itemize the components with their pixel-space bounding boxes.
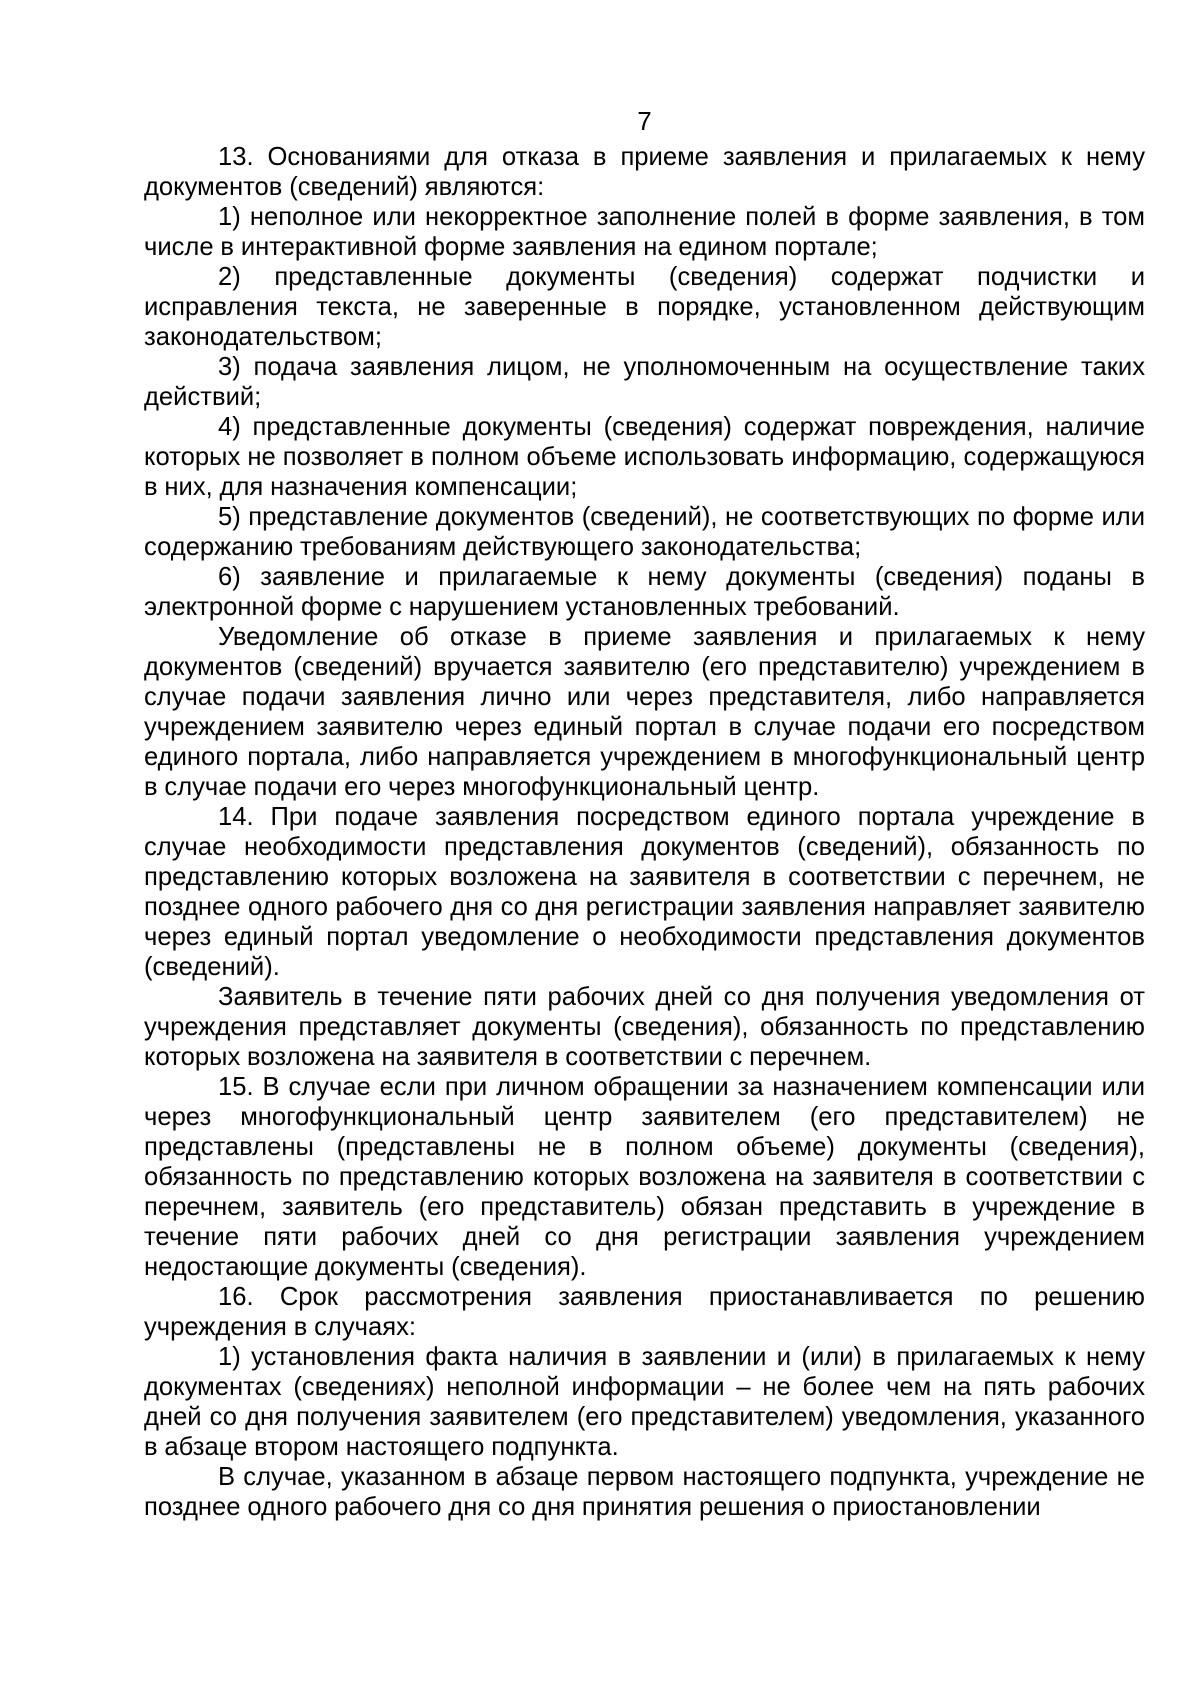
paragraph-refusal-notice: Уведомление об отказе в приеме заявления и прилагаемых к нему документов (сведений) вручается заявителю (его представителю) учреждением в случае подачи заявления лично или через представителя, либо направляется учреждением заявителю через единый портал в случае подачи его посредством единого портала, либо направляется учреждением в многофункциональный центр в случае подачи его через многофункциональный центр. [144, 623, 1145, 801]
paragraph-14: 14. При подаче заявления посредством единого портала учреждение в случае необходимости представления документов (сведений), обязанность по представлению которых возложена на заявителя в соответствии с перечнем, не позднее одного рабочего дня со дня регистрации заявления направляет заявителю через единый портал уведомление о необходимости представления документов (сведений). [144, 803, 1145, 981]
paragraph-13: 13. Основаниями для отказа в приеме заявления и прилагаемых к нему документов (сведений) являются: [144, 143, 1145, 201]
paragraph-13-item-1: 1) неполное или некорректное заполнение полей в форме заявления, в том числе в интерактивной форме заявления на едином портале; [144, 203, 1145, 261]
paragraph-15: 15. В случае если при личном обращении за назначением компенсации или через многофункциональный центр заявителем (его представителем) не представлены (представлены не в полном объеме) документы (сведения), обязанность по представлению которых возложена на заявителя в соответствии с перечнем, заявитель (его представитель) обязан представить в учреждение в течение пяти рабочих дней со дня регистрации заявления учреждением недостающие документы (сведения). [144, 1073, 1145, 1281]
document-body [144, 142, 1145, 1522]
page-number: 7 [637, 106, 652, 136]
paragraph-16: 16. Срок рассмотрения заявления приостанавливается по решению учреждения в случаях: [144, 1283, 1145, 1341]
paragraph-13-item-6: 6) заявление и прилагаемые к нему документы (сведения) поданы в электронной форме с нарушением установленных требований. [144, 563, 1145, 621]
paragraph-13-item-2: 2) представленные документы (сведения) содержат подчистки и исправления текста, не заверенные в порядке, установленном действующим законодательством; [144, 263, 1145, 351]
paragraph-13-item-4: 4) представленные документы (сведения) содержат повреждения, наличие которых не позволяет в полном объеме использовать информацию, содержащуюся в них, для назначения компенсации; [144, 413, 1145, 501]
paragraph-16-item-1: 1) установления факта наличия в заявлении и (или) в прилагаемых к нему документах (сведениях) неполной информации – не более чем на пять рабочих дней со дня получения заявителем (его представителем) уведомления, указанного в абзаце втором настоящего подпункта. [144, 1343, 1145, 1461]
paragraph-14-applicant: Заявитель в течение пяти рабочих дней со дня получения уведомления от учреждения представляет документы (сведения), обязанность по представлению которых возложена на заявителя в соответствии с перечнем. [144, 983, 1145, 1071]
paragraph-16-item-1-notice: В случае, указанном в абзаце первом настоящего подпункта, учреждение не позднее одного рабочего дня со дня принятия решения о приостановлении [144, 1463, 1145, 1521]
paragraph-13-item-3: 3) подача заявления лицом, не уполномоченным на осуществление таких действий; [144, 353, 1145, 411]
paragraph-13-item-5: 5) представление документов (сведений), не соответствующих по форме или содержанию требованиям действующего законодательства; [144, 503, 1145, 561]
